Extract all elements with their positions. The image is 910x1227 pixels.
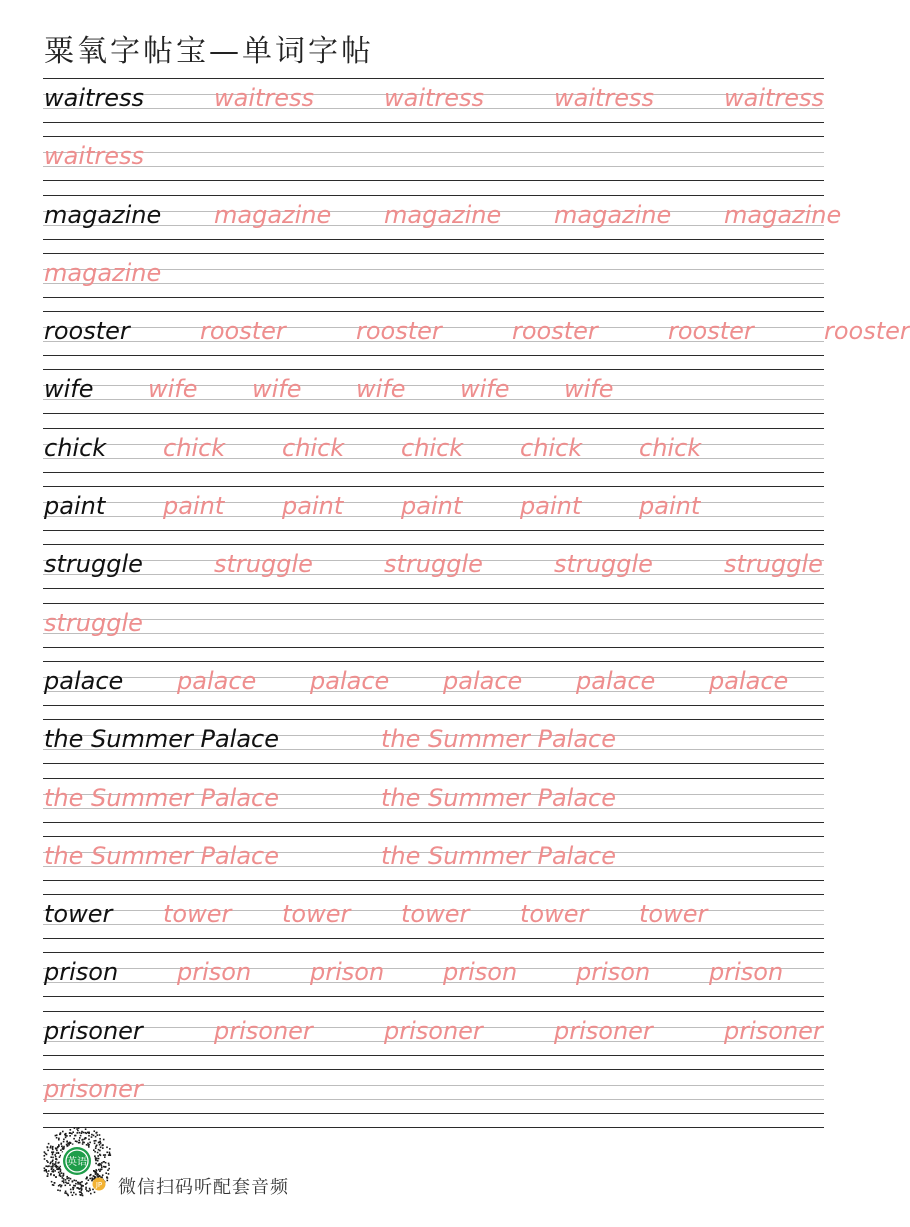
guide-line <box>43 1113 824 1114</box>
trace-word: the Summer Palace <box>381 841 616 870</box>
guide-line <box>43 588 824 589</box>
trace-word: magazine <box>554 200 672 229</box>
trace-word: magazine <box>724 200 842 229</box>
model-word: magazine <box>44 200 162 229</box>
guide-line <box>43 253 824 254</box>
model-word: wife <box>44 375 94 404</box>
model-word: waitress <box>44 84 145 112</box>
model-word: paint <box>44 492 106 521</box>
guide-line <box>43 619 824 620</box>
trace-word: magazine <box>214 200 332 229</box>
guide-line <box>43 661 824 662</box>
trace-word: prisoner <box>554 1016 653 1045</box>
practice-row <box>43 836 824 894</box>
guide-line <box>43 633 824 634</box>
guide-line <box>43 1011 824 1012</box>
trace-word: wife <box>356 375 406 404</box>
practice-sheet <box>43 78 910 1127</box>
guide-line <box>43 677 824 678</box>
trace-word: struggle <box>44 608 143 637</box>
guide-line <box>43 1069 824 1070</box>
trace-word: chick <box>282 433 345 462</box>
trace-word: palace <box>709 666 789 695</box>
trace-word: wife <box>148 375 198 404</box>
trace-word: tower <box>639 900 708 929</box>
trace-word: paint <box>520 492 582 521</box>
model-word: palace <box>44 666 124 695</box>
trace-word: palace <box>443 666 523 695</box>
trace-word: chick <box>520 433 583 462</box>
practice-row <box>43 952 824 1010</box>
trace-word: struggle <box>724 550 823 579</box>
trace-word: paint <box>163 492 225 521</box>
trace-word: prisoner <box>44 1075 143 1104</box>
trace-word: struggle <box>554 550 653 579</box>
trace-word: wife <box>252 375 302 404</box>
trace-word: chick <box>639 433 702 462</box>
trace-word: tower <box>520 900 589 929</box>
trace-word: struggle <box>214 550 313 579</box>
practice-row <box>43 428 824 486</box>
guide-line <box>43 136 824 137</box>
footer <box>42 1126 442 1206</box>
trace-word: palace <box>177 666 257 695</box>
practice-row <box>43 136 824 194</box>
trace-word: chick <box>163 433 226 462</box>
qr-code-icon[interactable] <box>42 1126 112 1196</box>
trace-word: paint <box>401 492 463 521</box>
guide-line <box>43 982 824 983</box>
trace-word: rooster <box>356 317 442 346</box>
trace-word: the Summer Palace <box>44 841 279 870</box>
footer-caption: 微信扫码听配套音频 <box>118 1177 289 1198</box>
trace-word: waitress <box>724 84 825 112</box>
guide-line <box>43 603 824 604</box>
guide-line <box>43 763 824 764</box>
guide-line <box>43 239 824 240</box>
practice-row <box>43 719 824 777</box>
guide-line <box>43 472 824 473</box>
trace-word: magazine <box>44 258 162 287</box>
trace-word: prison <box>576 958 651 987</box>
guide-line <box>43 166 824 167</box>
model-word: the Summer Palace <box>44 725 279 754</box>
model-word: prison <box>44 958 119 987</box>
logo-text: 英语 <box>67 1157 87 1168</box>
guide-line <box>43 647 824 648</box>
guide-line <box>43 836 824 837</box>
trace-word: prisoner <box>214 1016 313 1045</box>
trace-word: wife <box>460 375 510 404</box>
trace-word: rooster <box>512 317 598 346</box>
guide-line <box>43 719 824 720</box>
trace-word: waitress <box>554 84 655 112</box>
trace-word: wife <box>564 375 614 404</box>
trace-word: waitress <box>214 84 315 112</box>
trace-word: rooster <box>668 317 754 346</box>
trace-word: magazine <box>384 200 502 229</box>
guide-line <box>43 297 824 298</box>
guide-line <box>43 530 824 531</box>
trace-word: tower <box>401 900 470 929</box>
practice-row <box>43 369 824 427</box>
trace-word: paint <box>282 492 344 521</box>
guide-line <box>43 180 824 181</box>
trace-word: the Summer Palace <box>381 783 616 812</box>
trace-word: rooster <box>200 317 286 346</box>
guide-line <box>43 705 824 706</box>
guide-line <box>43 544 824 545</box>
guide-line <box>43 880 824 881</box>
trace-word: prison <box>310 958 385 987</box>
model-word: chick <box>44 433 107 462</box>
model-word: tower <box>44 900 113 929</box>
practice-row <box>43 544 824 602</box>
trace-word: paint <box>639 492 701 521</box>
trace-word: prison <box>443 958 518 987</box>
guide-line <box>43 355 824 356</box>
trace-word: tower <box>282 900 351 929</box>
guide-line <box>43 428 824 429</box>
guide-line <box>43 486 824 487</box>
guide-line <box>43 1099 824 1100</box>
trace-word: the Summer Palace <box>44 783 279 812</box>
guide-line <box>43 968 824 969</box>
trace-word: prison <box>709 958 784 987</box>
guide-line <box>43 122 824 123</box>
model-word: prisoner <box>44 1016 143 1045</box>
practice-row <box>43 1069 824 1127</box>
trace-word: prisoner <box>384 1016 483 1045</box>
model-word: rooster <box>44 317 130 346</box>
guide-line <box>43 311 824 312</box>
trace-word: the Summer Palace <box>381 725 616 754</box>
trace-word: waitress <box>44 142 145 171</box>
page-title: 粟氧字帖宝—单词字帖 <box>44 34 374 69</box>
trace-word: rooster <box>824 317 910 346</box>
trace-word: waitress <box>384 84 485 112</box>
practice-row <box>43 894 824 952</box>
guide-line <box>43 369 824 370</box>
guide-line <box>43 822 824 823</box>
practice-row <box>43 195 842 253</box>
guide-line <box>43 1085 824 1086</box>
trace-word: struggle <box>384 550 483 579</box>
trace-word: chick <box>401 433 464 462</box>
practice-row <box>43 78 824 136</box>
guide-line <box>43 996 824 997</box>
practice-row <box>43 311 910 369</box>
guide-line <box>43 691 824 692</box>
guide-line <box>43 952 824 953</box>
guide-line <box>43 894 824 895</box>
trace-word: prison <box>177 958 252 987</box>
trace-word: palace <box>310 666 390 695</box>
practice-row <box>43 1011 824 1069</box>
guide-line <box>43 1055 824 1056</box>
guide-line <box>43 413 824 414</box>
guide-line <box>43 78 824 79</box>
practice-row <box>43 778 824 836</box>
practice-row <box>43 253 824 311</box>
badge-text: JP <box>95 1181 103 1189</box>
guide-line <box>43 938 824 939</box>
trace-word: tower <box>163 900 232 929</box>
trace-word: prisoner <box>724 1016 823 1045</box>
guide-line <box>43 195 824 196</box>
guide-line <box>43 152 824 153</box>
trace-word: palace <box>576 666 656 695</box>
practice-row <box>43 661 824 719</box>
practice-row <box>43 486 824 544</box>
guide-line <box>43 778 824 779</box>
practice-row <box>43 603 824 661</box>
model-word: struggle <box>44 550 143 579</box>
